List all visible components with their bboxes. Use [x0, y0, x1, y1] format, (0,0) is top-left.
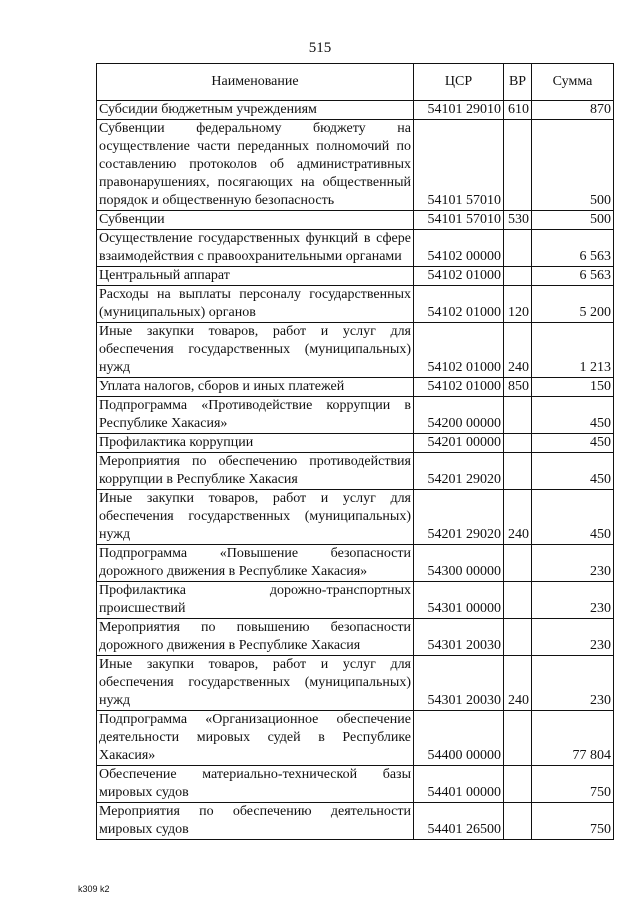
row-name: Подпрограмма «Противодействие коррупции в Республике Хакасия»	[97, 397, 414, 434]
row-csr: 54102 01000	[414, 323, 504, 378]
table-row	[97, 545, 614, 582]
row-sum: 450	[532, 434, 614, 453]
row-sum: 77 804	[532, 711, 614, 766]
table-row	[97, 803, 614, 840]
row-vr	[504, 397, 532, 434]
header-sum: Сумма	[532, 64, 614, 101]
table-row	[97, 711, 614, 766]
table-row	[97, 490, 614, 545]
row-name: Центральный аппарат	[97, 267, 414, 286]
row-vr: 120	[504, 286, 532, 323]
row-name: Иные закупки товаров, работ и услуг для обеспечения государственных (муниципальных) нужд	[97, 323, 414, 378]
row-sum: 230	[532, 619, 614, 656]
row-sum: 870	[532, 101, 614, 120]
row-vr: 240	[504, 656, 532, 711]
row-vr	[504, 453, 532, 490]
row-name: Субвенции	[97, 211, 414, 230]
table-row	[97, 582, 614, 619]
row-name: Обеспечение материально-технической базы мировых судов	[97, 766, 414, 803]
row-vr: 240	[504, 490, 532, 545]
table-row	[97, 286, 614, 323]
row-csr: 54101 57010	[414, 120, 504, 211]
table-row	[97, 230, 614, 267]
footer-code: k309 k2	[78, 884, 110, 894]
row-csr: 54101 57010	[414, 211, 504, 230]
row-csr: 54102 00000	[414, 230, 504, 267]
row-sum: 230	[532, 582, 614, 619]
row-name: Уплата налогов, сборов и иных платежей	[97, 378, 414, 397]
table-row	[97, 378, 614, 397]
row-csr: 54301 20030	[414, 619, 504, 656]
row-sum: 450	[532, 397, 614, 434]
row-csr: 54102 01000	[414, 378, 504, 397]
row-sum: 500	[532, 120, 614, 211]
row-name: Расходы на выплаты персоналу государственных (муниципальных) органов	[97, 286, 414, 323]
row-sum: 750	[532, 803, 614, 840]
row-sum: 230	[532, 545, 614, 582]
row-sum: 6 563	[532, 230, 614, 267]
row-name: Субсидии бюджетным учреждениям	[97, 101, 414, 120]
row-vr: 530	[504, 211, 532, 230]
row-sum: 500	[532, 211, 614, 230]
row-csr: 54301 00000	[414, 582, 504, 619]
row-name: Иные закупки товаров, работ и услуг для обеспечения государственных (муниципальных) нужд	[97, 490, 414, 545]
row-csr: 54401 26500	[414, 803, 504, 840]
row-csr: 54102 01000	[414, 267, 504, 286]
table-row	[97, 434, 614, 453]
header-name: Наименование	[97, 64, 414, 101]
row-sum: 750	[532, 766, 614, 803]
row-sum: 6 563	[532, 267, 614, 286]
table-row	[97, 656, 614, 711]
table-row	[97, 397, 614, 434]
row-csr: 54102 01000	[414, 286, 504, 323]
row-vr: 850	[504, 378, 532, 397]
row-vr	[504, 711, 532, 766]
header-vr: ВР	[504, 64, 532, 101]
table-row	[97, 619, 614, 656]
table-row	[97, 211, 614, 230]
row-vr	[504, 766, 532, 803]
row-vr	[504, 545, 532, 582]
row-name: Подпрограмма «Организационное обеспечение деятельности мировых судей в Республике Хакасия»	[97, 711, 414, 766]
row-csr: 54201 29020	[414, 490, 504, 545]
row-name: Подпрограмма «Повышение безопасности дорожного движения в Республике Хакасия»	[97, 545, 414, 582]
row-vr	[504, 803, 532, 840]
row-sum: 150	[532, 378, 614, 397]
row-vr	[504, 582, 532, 619]
row-vr	[504, 434, 532, 453]
row-name: Субвенции федеральному бюджету на осуществление части переданных полномочий по составлению протоколов об административных правонарушениях, посягающих на общественный порядок и общественную безопасность	[97, 120, 414, 211]
row-name: Профилактика дорожно-транспортных происшествий	[97, 582, 414, 619]
row-sum: 450	[532, 453, 614, 490]
row-name: Профилактика коррупции	[97, 434, 414, 453]
row-csr: 54400 00000	[414, 711, 504, 766]
row-vr	[504, 267, 532, 286]
row-sum: 1 213	[532, 323, 614, 378]
row-name: Иные закупки товаров, работ и услуг для обеспечения государственных (муниципальных) нужд	[97, 656, 414, 711]
row-name: Мероприятия по обеспечению противодействия коррупции в Республике Хакасия	[97, 453, 414, 490]
row-vr: 240	[504, 323, 532, 378]
table-row	[97, 453, 614, 490]
row-name: Осуществление государственных функций в сфере взаимодействия с правоохранительными органами	[97, 230, 414, 267]
table-row	[97, 120, 614, 211]
row-vr	[504, 230, 532, 267]
table-row	[97, 766, 614, 803]
row-name: Мероприятия по обеспечению деятельности мировых судов	[97, 803, 414, 840]
table-row	[97, 323, 614, 378]
row-csr: 54101 29010	[414, 101, 504, 120]
row-sum: 450	[532, 490, 614, 545]
row-sum: 5 200	[532, 286, 614, 323]
header-csr: ЦСР	[414, 64, 504, 101]
row-csr: 54200 00000	[414, 397, 504, 434]
budget-table	[96, 63, 614, 840]
page-number: 515	[308, 40, 332, 56]
table-header-row	[97, 64, 614, 101]
table-row	[97, 267, 614, 286]
row-vr	[504, 619, 532, 656]
row-csr: 54301 20030	[414, 656, 504, 711]
row-csr: 54300 00000	[414, 545, 504, 582]
row-vr	[504, 120, 532, 211]
row-csr: 54201 29020	[414, 453, 504, 490]
row-name: Мероприятия по повышению безопасности дорожного движения в Республике Хакасия	[97, 619, 414, 656]
table-row	[97, 101, 614, 120]
row-vr: 610	[504, 101, 532, 120]
row-csr: 54201 00000	[414, 434, 504, 453]
row-sum: 230	[532, 656, 614, 711]
row-csr: 54401 00000	[414, 766, 504, 803]
